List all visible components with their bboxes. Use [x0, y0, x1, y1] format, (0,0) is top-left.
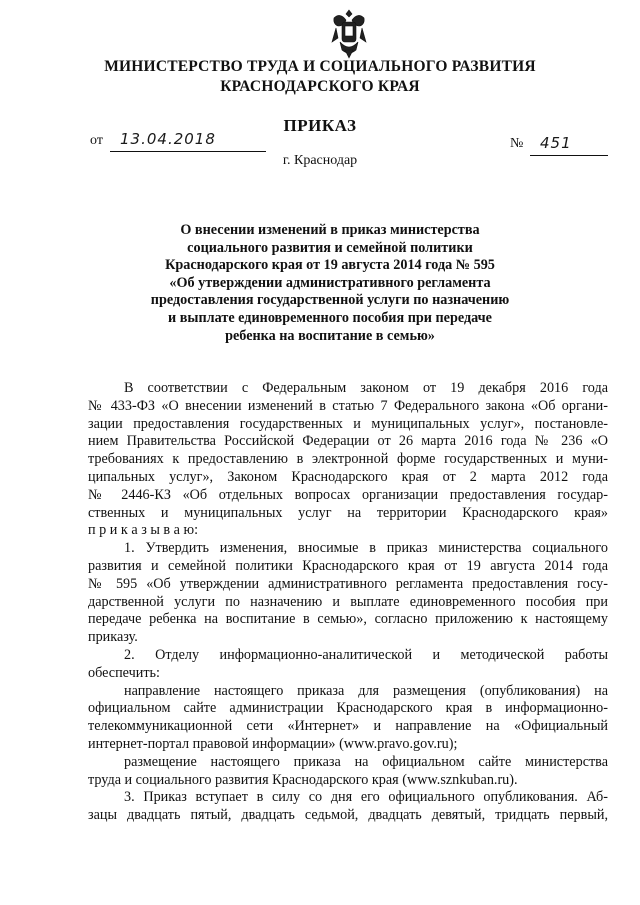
body-line: передаче ребенка на воспитание в семью», согласно приложению к настоящему — [88, 611, 608, 628]
body-line: телекоммуникационной сети «Интернет» и направление на «Официальный — [88, 718, 608, 735]
number-label: № — [510, 136, 524, 151]
body-line: п р и к а з ы в а ю: — [88, 522, 199, 539]
body-line: нием Правительства Российской Федерации от 26 марта 2016 года № 236 «О — [88, 433, 608, 450]
body-line: 3. Приказ вступает в силу со дня его официального опубликования. Аб- — [124, 789, 608, 806]
subject-line: О внесении изменений в приказ министерства — [180, 222, 480, 238]
subject-line: предоставления государственной услуги по назначению — [150, 292, 510, 309]
body-line: развития и семейной политики Краснодарского края от 19 августа 2014 года — [88, 557, 608, 574]
number-handwritten: 451 — [540, 134, 572, 152]
body-line: ципальных услуг», Законом Краснодарского края от 2 марта 2012 года — [88, 468, 608, 485]
body-line: труда и социального развития Краснодарского края (www.sznkuban.ru). — [88, 771, 518, 788]
subject-line: и выплате единовременного пособия при передаче — [168, 309, 492, 326]
body-line: № 2446-КЗ «Об отдельных вопросах организации предоставления государ- — [88, 486, 608, 503]
body-line: 2. Отделу информационно-аналитической и методической работы — [124, 646, 608, 663]
ministry-name-line2: КРАСНОДАРСКОГО КРАЯ — [220, 78, 420, 95]
order-body — [88, 380, 608, 825]
body-line: № 595 «Об утверждении административного регламента предоставления госу- — [88, 575, 608, 592]
order-subject — [120, 222, 540, 345]
body-line: зации предоставления государственных и муниципальных услуг», постановле- — [88, 415, 608, 432]
body-line: зацы двадцать пятый, двадцать седьмой, двадцать девятый, тридцать первый, — [88, 807, 608, 824]
body-line: обеспечить: — [88, 664, 160, 681]
date-underline — [110, 151, 266, 152]
city-line: г. Краснодар — [282, 153, 358, 168]
body-line: интернет-портал правовой информации» (www.pravo.gov.ru); — [88, 735, 458, 752]
body-line: дарственной услуги по назначению и выплате единовременного пособия при — [88, 593, 608, 610]
body-line: № 433-ФЗ «О внесении изменений в статью 7 Федерального закона «Об органи- — [88, 397, 608, 414]
body-line: приказу. — [88, 629, 138, 646]
subject-line: ребенка на воспитание в семью» — [225, 327, 435, 344]
body-line: В соответствии с Федеральным законом от 19 декабря 2016 года — [124, 380, 608, 396]
body-line: размещение настоящего приказа на официальном сайте министерства — [124, 753, 608, 770]
body-line: официальном сайте администрации Краснодарского края в информационно- — [88, 700, 608, 717]
body-line: ственных и муниципальных услуг на территории Краснодарского края» — [88, 504, 608, 521]
body-line: требованиях к предоставлению в электронной форме государственных и муни- — [88, 451, 608, 468]
date-label: от — [90, 133, 103, 148]
subject-line: «Об утверждении административного регламента — [169, 274, 491, 291]
body-line: направление настоящего приказа для размещения (опубликования) на — [124, 682, 608, 699]
body-line: 1. Утвердить изменения, вносимые в приказ министерства социального — [124, 540, 608, 557]
coat-of-arms-emblem — [326, 6, 372, 60]
subject-line: социального развития и семейной политики — [187, 239, 473, 256]
ministry-name-line1: МИНИСТЕРСТВО ТРУДА И СОЦИАЛЬНОГО РАЗВИТИЯ — [104, 58, 536, 75]
subject-line: Краснодарского края от 19 августа 2014 года № 595 — [165, 257, 495, 274]
date-handwritten: 13.04.2018 — [120, 130, 216, 148]
document-title: ПРИКАЗ — [283, 116, 357, 135]
